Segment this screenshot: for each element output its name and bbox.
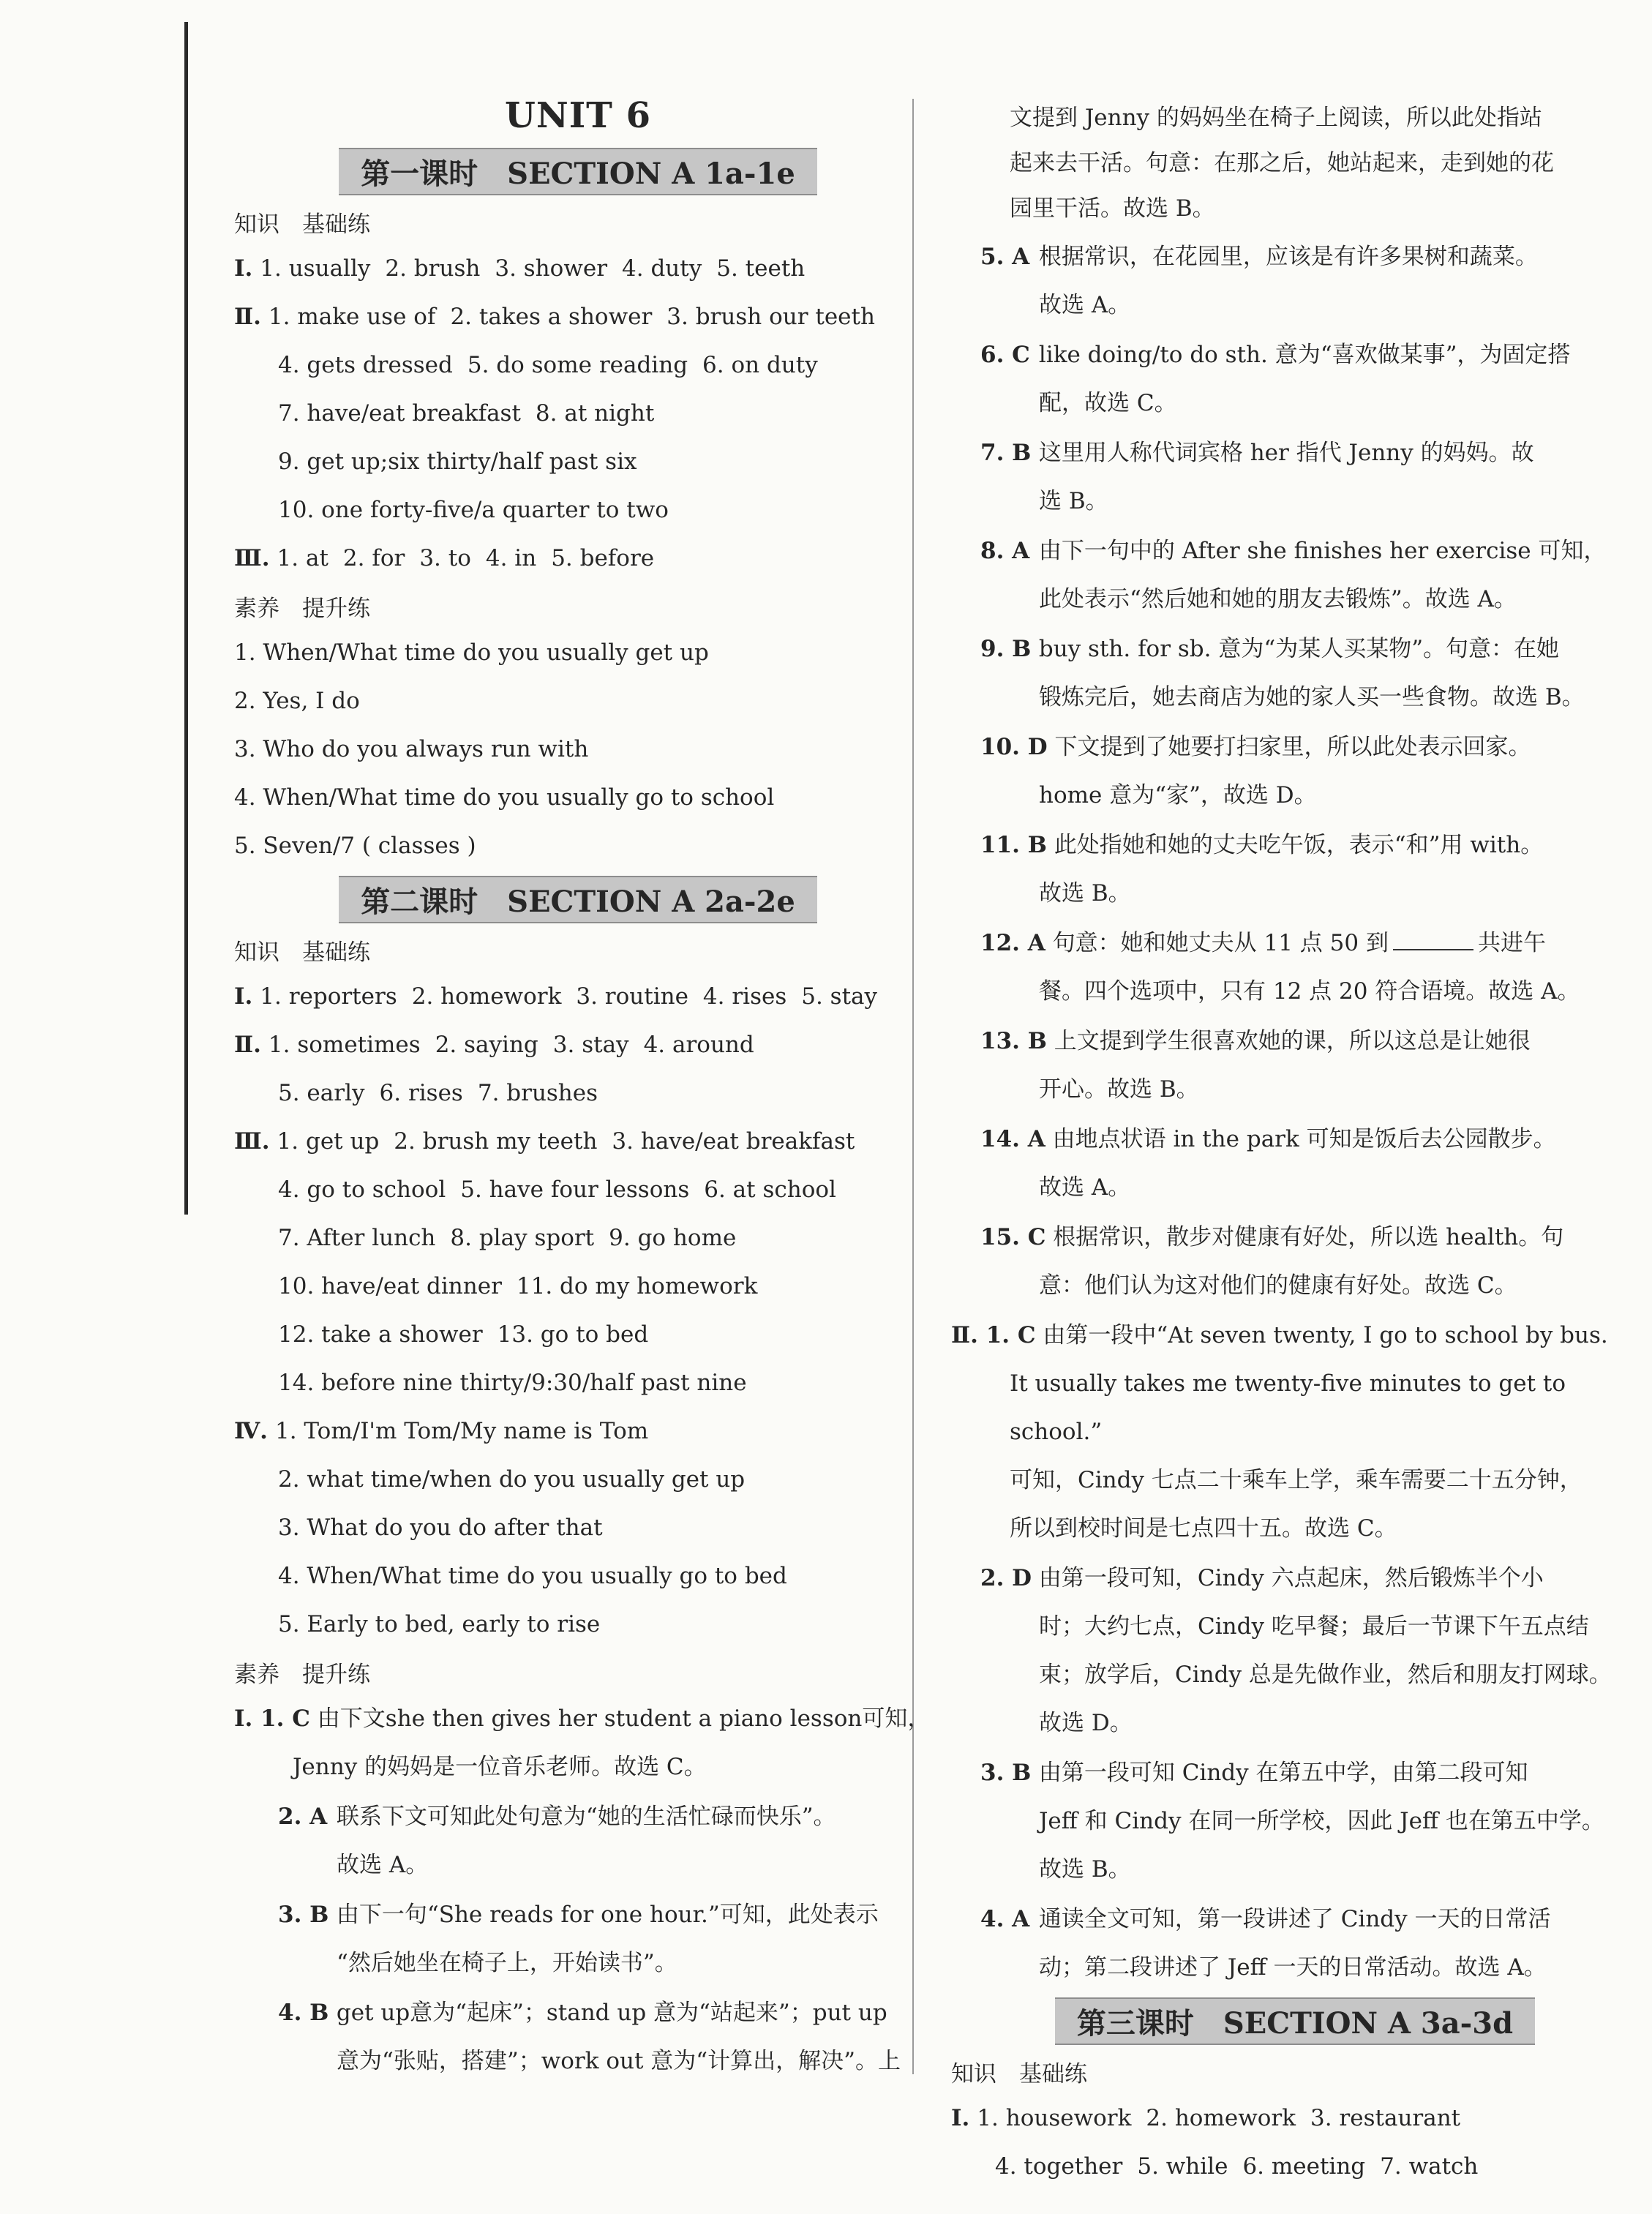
answer-row: Ⅰ. 1. reporters 2. homework 3. routine 4. rises 5. stay [234,983,878,1010]
answer-row: Ⅰ. 1. usually 2. brush 3. shower 4. duty 5. teeth [234,255,806,282]
answer-blank [1393,949,1473,950]
answer-row: Ⅲ. 1. at 2. for 3. to 4. in 5. before [234,545,655,571]
explanation-item: Ⅱ. 1. C 由第一段中“At seven twenty, I go to school by bus. It usually takes me twenty-five minutes to get to school.” 可知，Cindy 七点二十乘车上学，乘车需要二十五分钟， 所以到校时间是七点四十五。故选 C。 [951,1322,1608,1542]
continued-text: 起来去干活。句意：在那之后，她站起来，走到她的花 [1010,150,1554,176]
section-title: 第一课时 SECTION A 1a-1e [339,148,817,195]
answer-row: 4. When/What time do you usually go to bed [278,1563,787,1589]
answer-row: Ⅱ. 1. make use of 2. takes a shower 3. brush our teeth [234,304,875,330]
explanation-item: Ⅰ. 1. C 由下文she then gives her student a piano lesson可知， Jenny 的妈妈是一位音乐老师。故选 C。 [234,1705,931,1780]
answer-row: 5. Seven/7 ( classes ) [234,833,476,859]
explanation-item: 11. B 此处指她和她的丈夫吃午饭，表示“和”用 with。 故选 B。 [980,832,1544,907]
explanation-item: 13. B 上文提到学生很喜欢她的课，所以这总是让她很 开心。故选 B。 [980,1028,1531,1103]
answer-row: 5. Early to bed, early to rise [278,1611,601,1637]
explanation-item: 3. B 由下一句“She reads for one hour.”可知，此处表示 “然后她坐在椅子上，开始读书”。 [278,1902,879,1976]
answer-row: Ⅱ. 1. sometimes 2. saying 3. stay 4. around [234,1032,754,1058]
explanation-item: 9. B buy sth. for sb. 意为“为某人买某物”。句意：在她 锻炼完后，她去商店为她的家人买一些食物。故选 B。 [980,636,1585,710]
answer-row: 14. before nine thirty/9:30/half past nine [278,1370,747,1396]
answer-row: Ⅲ. 1. get up 2. brush my teeth 3. have/eat breakfast [234,1128,855,1155]
subheading: 素养 提升练 [234,1662,370,1688]
continued-text: 文提到 Jenny 的妈妈坐在椅子上阅读，所以此处指站 [1010,105,1542,131]
explanation-item: 2. A 联系下文可知此处句意为“她的生活忙碌而快乐”。 故选 A。 [278,1804,836,1878]
explanation-item: 15. C 根据常识，散步对健康有好处，所以选 health。句 意：他们认为这对他们的健康有好处。故选 C。 [980,1224,1564,1299]
answer-row: Ⅰ. 1. housework 2. homework 3. restaurant [951,2105,1461,2131]
subheading: 知识 基础练 [951,2061,1087,2087]
answer-row: 3. What do you do after that [278,1515,603,1541]
right-column [951,95,1639,2191]
answer-row: 7. After lunch 8. play sport 9. go home [278,1225,737,1251]
section-title: 第三课时 SECTION A 3a-3d [1055,1997,1535,2045]
answer-row: 7. have/eat breakfast 8. at night [278,400,655,427]
page-edge-line [184,22,188,1215]
explanation-item: 12. A 句意：她和她丈夫从 11 点 50 到 共进午 餐。四个选项中，只有 12 点 20 符合语境。故选 A。 [980,930,1580,1005]
explanation-item: 3. B 由第一段可知 Cindy 在第五中学，由第二段可知 Jeff 和 Cindy 在同一所学校，因此 Jeff 也在第五中学。 故选 B。 [980,1760,1604,1883]
answer-row: Ⅳ. 1. Tom/I'm Tom/My name is Tom [234,1418,649,1444]
answer-row: 4. When/What time do you usually go to school [234,784,775,811]
explanation-item: 5. A 根据常识，在花园里，应该是有许多果树和蔬菜。 故选 A。 [980,244,1538,318]
explanation-item: 4. A 通读全文可知，第一段讲述了 Cindy 一天的日常活 动；第二段讲述了 Jeff 一天的日常活动。故选 A。 [980,1906,1551,1981]
continued-text: 园里干活。故选 B。 [1010,195,1215,222]
unit-title: UNIT 6 [504,95,651,136]
answer-row: 2. what time/when do you usually get up [278,1466,746,1493]
explanation-item: 2. D 由第一段可知，Cindy 六点起床，然后锻炼半个小 时；大约七点，Cindy 吃早餐；最后一节课下午五点结 束；放学后，Cindy 总是先做作业，然后和朋友打网球。 故选 D。 [980,1565,1612,1736]
left-column [234,95,931,2085]
answer-row: 4. gets dressed 5. do some reading 6. on duty [278,352,818,378]
answer-row: 10. have/eat dinner 11. do my homework [278,1273,758,1299]
answer-row: 4. together 5. while 6. meeting 7. watch [995,2153,1479,2180]
subheading: 知识 基础练 [234,939,370,966]
explanation-item: 7. B 这里用人称代词宾格 her 指代 Jenny 的妈妈。故 选 B。 [980,440,1534,514]
section-title: 第二课时 SECTION A 2a-2e [339,876,817,923]
explanation-item: 4. B get up意为“起床”；stand up 意为“站起来”；put up 意为“张贴，搭建”；work out 意为“计算出，解决”。上 [278,2000,901,2074]
answer-row: 10. one forty-five/a quarter to two [278,497,669,523]
explanation-item: 10. D 下文提到了她要打扫家里，所以此处表示回家。 home 意为“家”，故选 D。 [980,734,1531,808]
subheading: 素养 提升练 [234,596,370,622]
subheading: 知识 基础练 [234,211,370,238]
answer-row: 4. go to school 5. have four lessons 6. at school [278,1177,836,1203]
answer-row: 9. get up;six thirty/half past six [278,449,637,475]
explanation-item: 8. A 由下一句中的 After she finishes her exercise 可知， 此处表示“然后她和她的朋友去锻炼”。故选 A。 [980,538,1607,612]
answer-row: 1. When/What time do you usually get up [234,639,709,666]
answer-row: 2. Yes, I do [234,688,360,714]
answer-row: 5. early 6. rises 7. brushes [278,1080,598,1106]
explanation-item: 6. C like doing/to do sth. 意为“喜欢做某事”，为固定搭 配，故选 C。 [980,342,1571,416]
answer-row: 3. Who do you always run with [234,736,589,762]
answer-row: 12. take a shower 13. go to bed [278,1321,649,1348]
explanation-item: 14. A 由地点状语 in the park 可知是饭后去公园散步。 故选 A。 [980,1126,1556,1201]
